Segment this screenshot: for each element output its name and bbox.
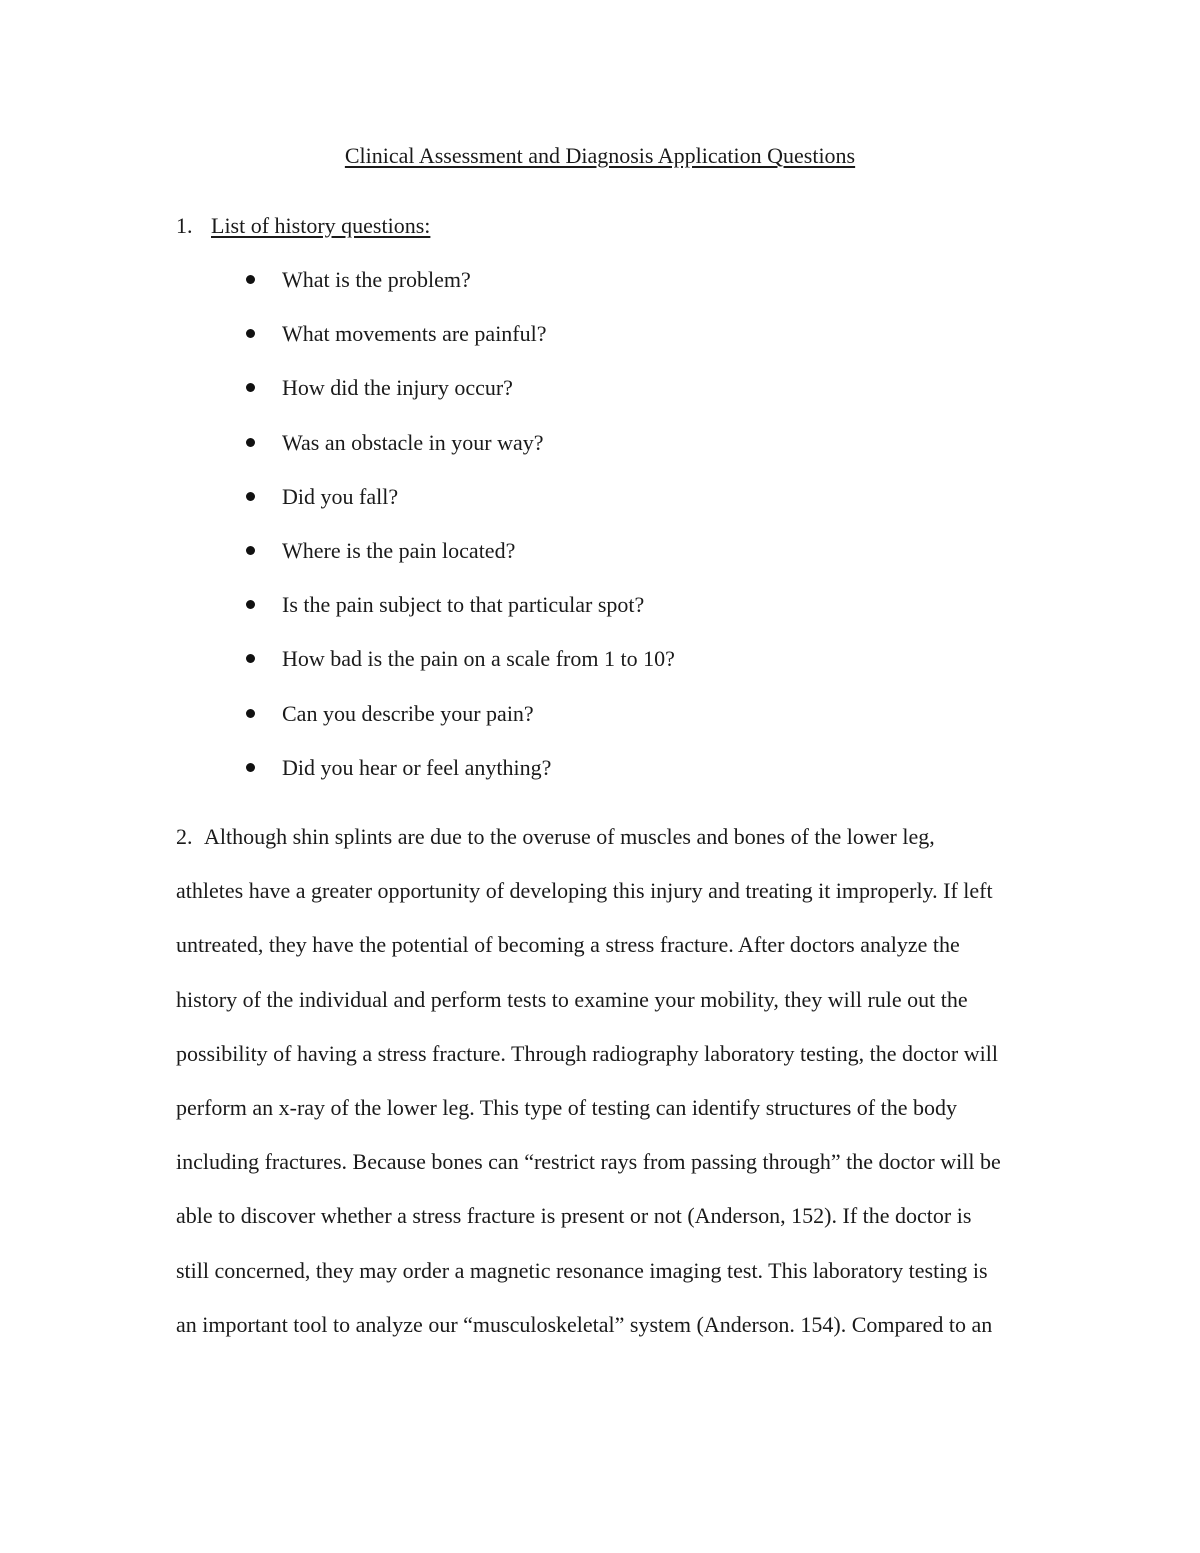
section-1-label: List of history questions: (211, 213, 431, 238)
question-text: What movements are painful? (282, 321, 547, 347)
bullet-icon (246, 600, 255, 609)
bullet-icon (246, 383, 255, 392)
question-text: How did the injury occur? (282, 375, 513, 401)
paragraph-line: perform an x-ray of the lower leg. This type of testing can identify structures of the body (176, 1094, 957, 1120)
bullet-icon (246, 329, 255, 338)
paragraph-line: history of the individual and perform tests to examine your mobility, they will rule out the (176, 986, 968, 1012)
bullet-icon (246, 709, 255, 718)
question-text: Did you fall? (282, 483, 399, 509)
document-title: Clinical Assessment and Diagnosis Application Questions (344, 143, 856, 168)
section-2-number: 2. (176, 824, 193, 849)
paragraph-line: able to discover whether a stress fracture is present or not (Anderson, 152). If the doctor is (176, 1203, 972, 1229)
question-text: Can you describe your pain? (282, 700, 534, 726)
paragraph-line: possibility of having a stress fracture. Through radiography laboratory testing, the doctor will (176, 1040, 998, 1066)
question-text: How bad is the pain on a scale from 1 to 10? (282, 646, 675, 672)
question-text: Was an obstacle in your way? (282, 429, 544, 455)
section-1-heading (176, 210, 430, 242)
bullet-icon (246, 654, 255, 663)
bullet-icon (246, 492, 255, 501)
paragraph-line: still concerned, they may order a magnetic resonance imaging test. This laboratory testing is (176, 1257, 988, 1283)
paragraph-line: untreated, they have the potential of becoming a stress fracture. After doctors analyze the (176, 932, 960, 958)
paragraph-line (176, 821, 1076, 875)
paragraph-line: an important tool to analyze our “musculoskeletal” system (Anderson. 154). Compared to an (176, 1311, 993, 1337)
section-2-paragraph (176, 821, 1076, 1363)
paragraph-line-text: Although shin splints are due to the overuse of muscles and bones of the lower leg, (204, 824, 935, 849)
question-text: Is the pain subject to that particular spot? (282, 592, 645, 618)
question-text: Where is the pain located? (282, 537, 516, 563)
bullet-icon (246, 763, 255, 772)
question-text: Did you hear or feel anything? (282, 754, 552, 780)
section-1-number: 1. (176, 213, 193, 238)
paragraph-line: including fractures. Because bones can “restrict rays from passing through” the doctor will be (176, 1149, 1001, 1175)
paragraph-line: athletes have a greater opportunity of developing this injury and treating it improperly. If left (176, 878, 993, 904)
bullet-icon (246, 275, 255, 284)
bullet-icon (246, 438, 255, 447)
question-text: What is the problem? (282, 267, 471, 292)
bullet-icon (246, 546, 255, 555)
